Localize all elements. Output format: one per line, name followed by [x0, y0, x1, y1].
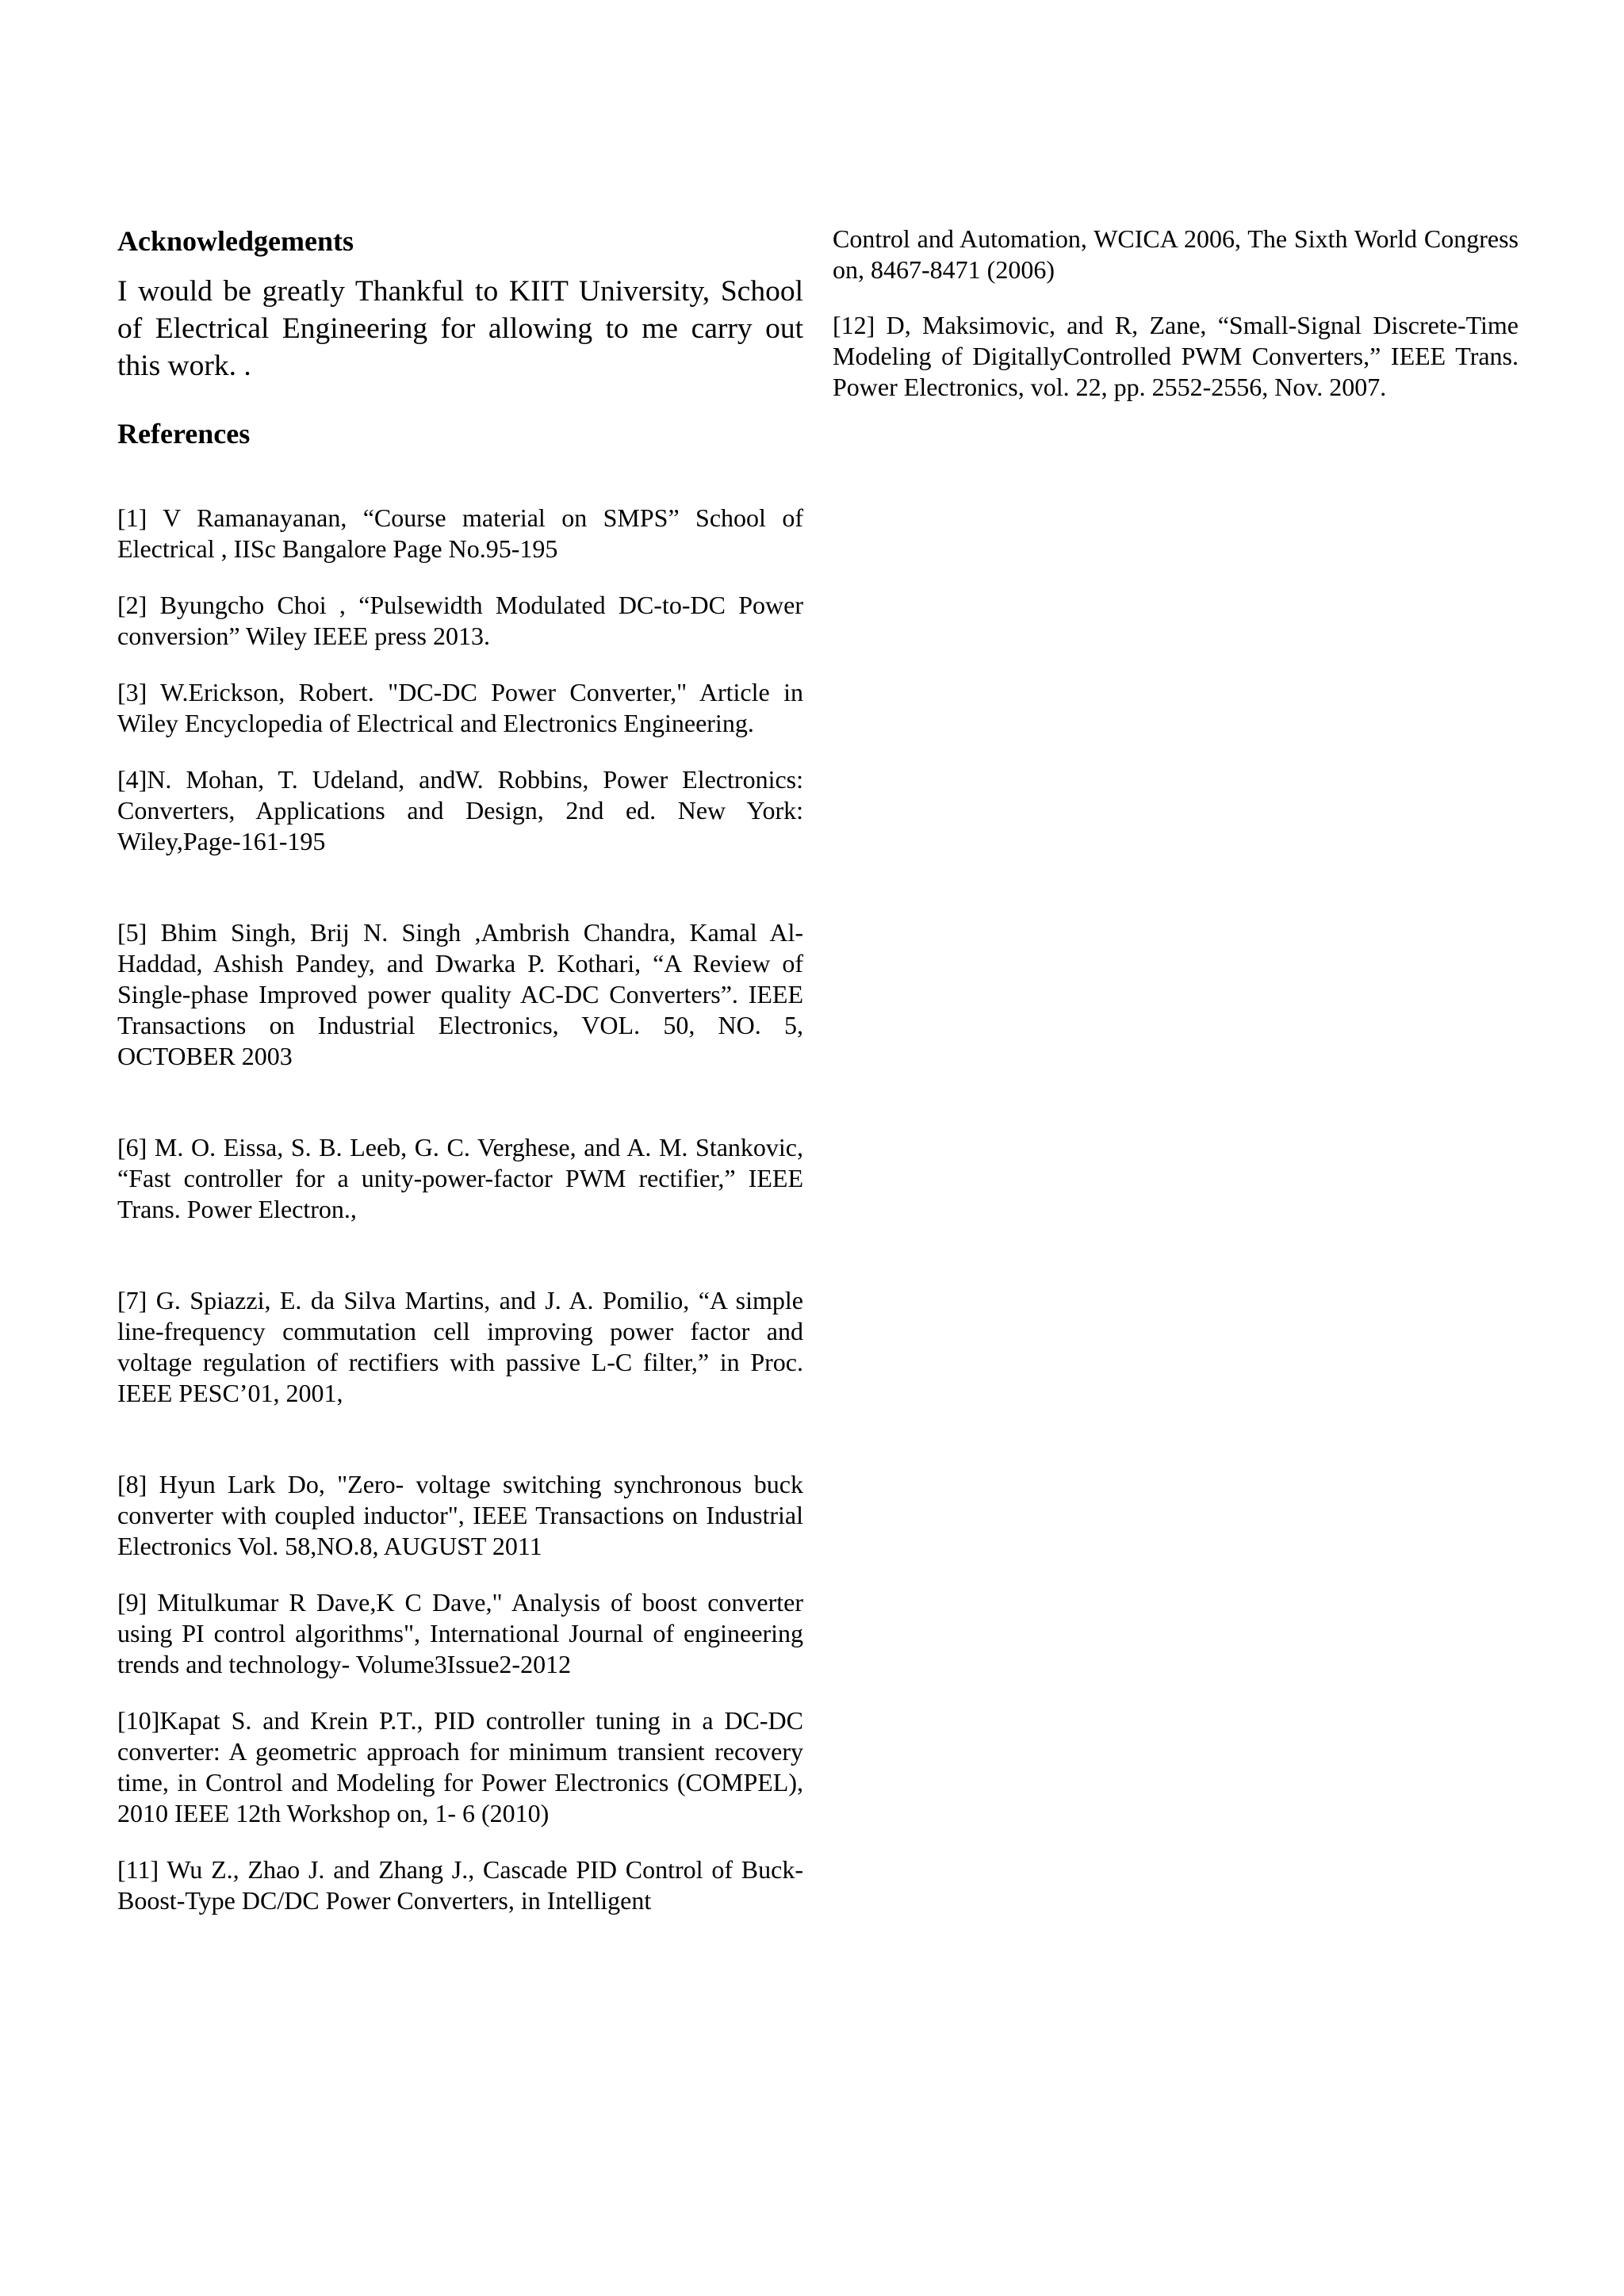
reference-item-10: [10]Kapat S. and Krein P.T., PID controller tuning in a DC-DC converter: A geometric approach for minimum transient recovery time, in Control and Modeling for Power Electronics (COMPEL), 2010 IEEE 12th Workshop on, 1- 6 (2010) — [117, 1706, 803, 1827]
reference-item-8: [8] Hyun Lark Do, "Zero- voltage switching synchronous buck converter with coupled inductor", IEEE Transactions on Industrial Electronics Vol. 58,NO.8, AUGUST 2011 — [117, 1470, 803, 1560]
reference-item-6: [6] M. O. Eissa, S. B. Leeb, G. C. Verghese, and A. M. Stankovic, “Fast controller for a unity-power-factor PWM rectifier,” IEEE Trans. Power Electron., — [117, 1133, 803, 1223]
reference-item-12: [12] D, Maksimovic, and R, Zane, “Small-Signal Discrete-Time Modeling of DigitallyControlled PWM Converters,” IEEE Trans. Power Electronics, vol. 22, pp. 2552-2556, Nov. 2007. — [833, 311, 1519, 401]
acknowledgements-heading: Acknowledgements — [117, 225, 354, 257]
right-column — [833, 224, 1519, 403]
reference-item-11-continued: Control and Automation, WCICA 2006, The Sixth World Congress on, 8467-8471 (2006) — [833, 224, 1519, 284]
reference-item-7: [7] G. Spiazzi, E. da Silva Martins, and J. A. Pomilio, “A simple line-frequency commutation cell improving power factor and voltage regulation of rectifiers with passive L-C filter,” in Proc. IEEE PESC’01, 2001, — [117, 1286, 803, 1407]
reference-item-4: [4]N. Mohan, T. Udeland, andW. Robbins, Power Electronics: Converters, Applications and Design, 2nd ed. New York: Wiley,Page-161-195 — [117, 765, 803, 855]
acknowledgements-text: I would be greatly Thankful to KIIT University, School of Electrical Engineering for allowing to me carry out this work. . — [117, 275, 803, 382]
reference-item-9: [9] Mitulkumar R Dave,K C Dave," Analysis of boost converter using PI control algorithms", International Journal of engineering trends and technology- Volume3Issue2-2012 — [117, 1588, 803, 1678]
references-heading: References — [117, 418, 251, 450]
reference-list — [117, 503, 803, 1916]
left-column — [117, 224, 803, 1916]
reference-item-1: [1] V Ramanayanan, “Course material on SMPS” School of Electrical , IISc Bangalore Page No.95-195 — [117, 503, 803, 563]
reference-item-11: [11] Wu Z., Zhao J. and Zhang J., Cascade PID Control of Buck-Boost-Type DC/DC Power Converters, in Intelligent — [117, 1855, 803, 1915]
reference-item-2: [2] Byungcho Choi , “Pulsewidth Modulated DC-to-DC Power conversion” Wiley IEEE press 2013. — [117, 591, 803, 650]
reference-item-3: [3] W.Erickson, Robert. "DC-DC Power Converter," Article in Wiley Encyclopedia of Electrical and Electronics Engineering. — [117, 678, 803, 737]
reference-item-5: [5] Bhim Singh, Brij N. Singh ,Ambrish Chandra, Kamal Al-Haddad, Ashish Pandey, and Dwarka P. Kothari, “A Review of Single-phase Improved power quality AC-DC Converters”. IEEE Transactions on Industrial Electronics, VOL. 50, NO. 5, OCTOBER 2003 — [117, 918, 803, 1070]
